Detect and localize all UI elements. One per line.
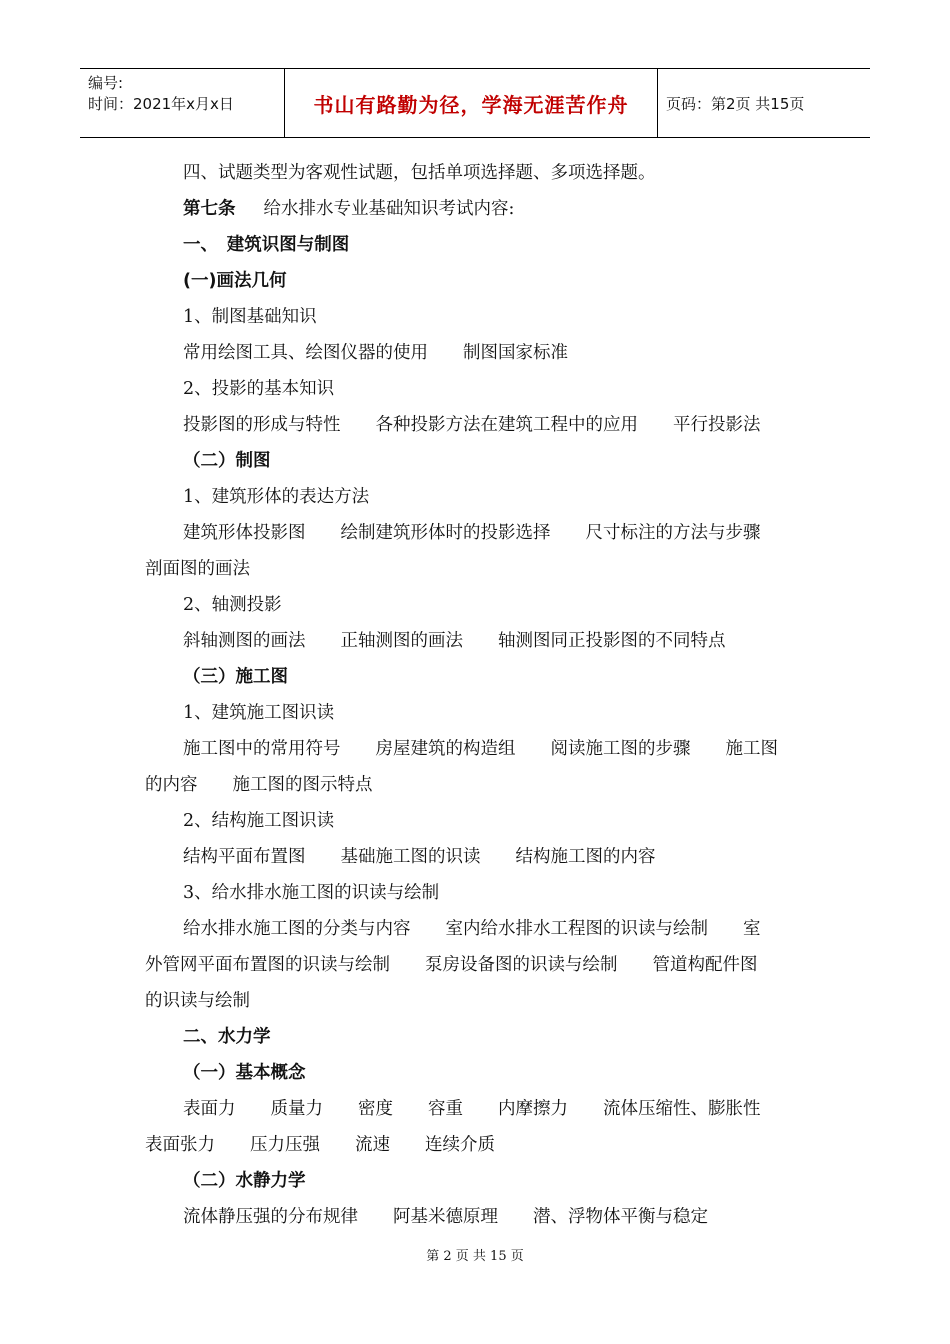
text-line	[145, 803, 810, 839]
text-line	[145, 695, 810, 731]
line-text: 2、结构施工图识读	[183, 811, 335, 831]
text-line	[145, 839, 810, 875]
text-line	[145, 1127, 810, 1163]
text-line	[145, 335, 810, 371]
header-left-cell	[80, 69, 284, 137]
line-text: (一)画法几何	[183, 271, 287, 291]
text-line	[145, 479, 810, 515]
line-text: 给水排水专业基础知识考试内容:	[263, 199, 515, 219]
line-text: 表面力 质量力 密度 容重 内摩擦力 流体压缩性、膨胀性	[183, 1099, 761, 1119]
text-line	[145, 1091, 810, 1127]
text-line	[145, 1019, 810, 1055]
line-text: 剖面图的画法	[145, 559, 250, 579]
line-text: 建筑形体投影图 绘制建筑形体时的投影选择 尺寸标注的方法与步骤	[183, 523, 761, 543]
line-text: 的内容 施工图的图示特点	[145, 775, 373, 795]
line-text: （一）基本概念	[183, 1063, 306, 1083]
line-text: 3、给水排水施工图的识读与绘制	[183, 883, 440, 903]
text-line	[145, 1163, 810, 1199]
text-line	[145, 227, 810, 263]
text-line	[145, 983, 810, 1019]
line-text: 流体静压强的分布规律 阿基米德原理 潜、浮物体平衡与稳定	[183, 1207, 708, 1227]
text-line	[145, 875, 810, 911]
header-page-info: 页码：第2页 共15页	[666, 94, 805, 113]
line-text: 的识读与绘制	[145, 991, 250, 1011]
text-line	[145, 1055, 810, 1091]
text-line	[145, 911, 810, 947]
line-text: 结构平面布置图 基础施工图的识读 结构施工图的内容	[183, 847, 656, 867]
line-text: （三）施工图	[183, 667, 288, 687]
line-text: （二）水静力学	[183, 1171, 306, 1191]
header-motto: 书山有路勤为径，学海无涯苦作舟	[284, 69, 658, 137]
line-text: 一、 建筑识图与制图	[183, 235, 350, 255]
line-text: 斜轴测图的画法 正轴测图的画法 轴测图同正投影图的不同特点	[183, 631, 726, 651]
line-text: 投影图的形成与特性 各种投影方法在建筑工程中的应用 平行投影法	[183, 415, 761, 435]
page-header	[80, 68, 870, 138]
document-date: 时间：2021年x月x日	[88, 95, 234, 113]
text-line	[145, 443, 810, 479]
text-line	[145, 407, 810, 443]
text-line	[145, 767, 810, 803]
line-text: 2、轴测投影	[183, 595, 282, 615]
line-text: 外管网平面布置图的识读与绘制 泵房设备图的识读与绘制 管道构配件图	[145, 955, 758, 975]
line-text: 施工图中的常用符号 房屋建筑的构造组 阅读施工图的步骤 施工图	[183, 739, 778, 759]
article-label: 第七条	[183, 199, 236, 219]
text-line	[145, 299, 810, 335]
text-line	[145, 551, 810, 587]
document-number-label: 编号:	[88, 74, 124, 92]
line-text: 常用绘图工具、绘图仪器的使用 制图国家标准	[183, 343, 568, 363]
line-text: （二）制图	[183, 451, 271, 471]
text-line	[145, 1199, 810, 1235]
text-line	[145, 155, 810, 191]
text-line	[145, 263, 810, 299]
document-body	[145, 155, 810, 1235]
text-line	[145, 515, 810, 551]
line-text: 1、建筑形体的表达方法	[183, 487, 370, 507]
text-line	[145, 623, 810, 659]
page-footer: 第 2 页 共 15 页	[426, 1249, 524, 1264]
line-text: 1、制图基础知识	[183, 307, 317, 327]
text-line	[145, 731, 810, 767]
text-line	[145, 947, 810, 983]
text-line	[145, 587, 810, 623]
text-line	[145, 659, 810, 695]
line-text: 1、建筑施工图识读	[183, 703, 335, 723]
line-text: 表面张力 压力压强 流速 连续介质	[145, 1135, 495, 1155]
text-line	[145, 371, 810, 407]
line-text: 给水排水施工图的分类与内容 室内给水排水工程图的识读与绘制 室	[183, 919, 761, 939]
line-text: 2、投影的基本知识	[183, 379, 335, 399]
text-line	[145, 191, 810, 227]
line-text: 四、试题类型为客观性试题，包括单项选择题、多项选择题。	[183, 163, 656, 183]
line-text: 二、水力学	[183, 1027, 271, 1047]
